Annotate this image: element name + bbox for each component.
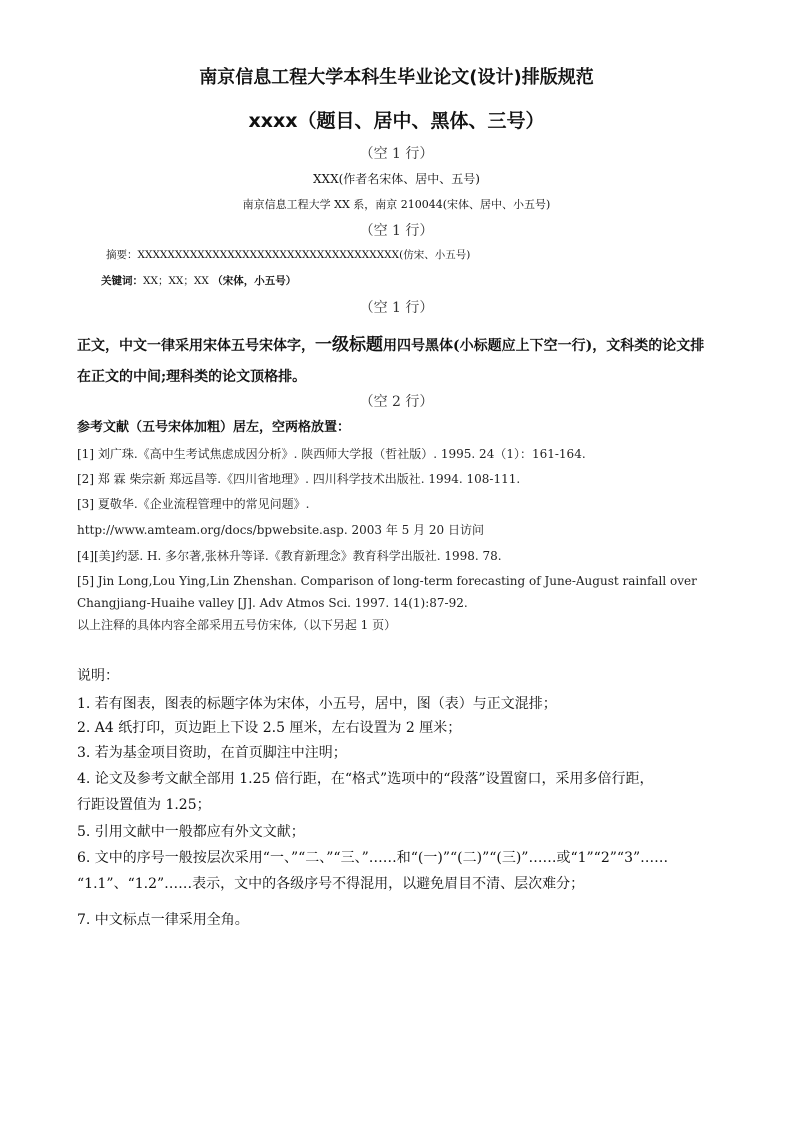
keywords-value: XX；XX；XX bbox=[143, 275, 209, 287]
note-item-continued: “1.1”、“1.2”……表示，文中的各级序号不得混用，以避免眉目不清、层次难分； bbox=[77, 876, 585, 892]
note-item: 1. 若有图表，图表的标题字体为宋体，小五号，居中，图（表）与正文混排； bbox=[77, 696, 557, 712]
reference-item: [5] Jin Long,Lou Ying,Lin Zhenshan. Comparison of long-term forecasting of June-August rainfall over bbox=[77, 574, 697, 588]
level-one-heading-sample: 一级标题 bbox=[315, 335, 383, 355]
blank-line-note: （空 1 行） bbox=[359, 300, 434, 316]
reference-item: [1] 刘广珠.《高中生考试焦虑成因分析》. 陕西师大学报（哲社版）. 1995. 24（1）：161-164. bbox=[77, 447, 586, 461]
note-item: 5. 引用文献中一般都应有外文文献； bbox=[77, 824, 305, 840]
reference-format-note: 以上注释的具体内容全部采用五号仿宋体,（以下另起 1 页） bbox=[77, 618, 397, 632]
note-item: 4. 论文及参考文献全部用 1.25 倍行距，在“格式”选项中的“段落”设置窗口，采用多倍行距， bbox=[77, 771, 654, 787]
blank-line-note: （空 1 行） bbox=[359, 146, 434, 162]
body-text-part-1: 正文，中文一律采用宋体五号宋体字， bbox=[77, 338, 315, 354]
note-item-continued: 行距设置值为 1.25； bbox=[77, 797, 211, 813]
paper-title: xxxx（题目、居中、黑体、三号） bbox=[248, 110, 545, 132]
note-item: 6. 文中的序号一般按层次采用“一、”“二、”“三、”……和“(一)”“(二)”“(三)”……或“1”“2”“3”…… bbox=[77, 850, 669, 866]
author-line: XXX(作者名宋体、居中、五号) bbox=[313, 172, 480, 186]
keywords-note: （宋体，小五号） bbox=[212, 275, 297, 287]
notes-heading: 说明： bbox=[77, 668, 119, 684]
reference-item: [3] 夏敬华.《企业流程管理中的常见问题》. bbox=[77, 497, 310, 511]
blank-line-note: （空 1 行） bbox=[359, 223, 434, 239]
note-item: 7. 中文标点一律采用全角。 bbox=[77, 912, 249, 928]
reference-item: [4][美]约瑟. H. 多尔著,张林升等译.《教育新理念》教育科学出版社. 1998. 78. bbox=[77, 549, 502, 563]
keywords-line bbox=[101, 275, 296, 288]
affiliation-line: 南京信息工程大学 XX 系，南京 210044(宋体、居中、小五号) bbox=[242, 198, 551, 211]
note-item: 3. 若为基金项目资助，在首页脚注中注明； bbox=[77, 745, 347, 761]
keywords-label: 关键词： bbox=[101, 275, 143, 287]
body-text-part-2: 用四号黑体(小标题应上下空一行)，文科类的论文排在正文的中间;理科类的论文顶格排。 bbox=[77, 338, 705, 385]
page-header: 南京信息工程大学本科生毕业论文(设计)排版规范 bbox=[199, 67, 594, 88]
blank-line-note: （空 2 行） bbox=[359, 394, 434, 410]
body-text-instruction bbox=[77, 330, 717, 393]
reference-item-url: http://www.amteam.org/docs/bpwebsite.asp. 2003 年 5 月 20 日访问 bbox=[77, 523, 484, 537]
abstract-line: 摘要：XXXXXXXXXXXXXXXXXXXXXXXXXXXXXXXXXXX(仿宋、小五号) bbox=[106, 249, 471, 261]
reference-item: [2] 郑 霖 柴宗新 郑远昌等.《四川省地理》. 四川科学技术出版社. 1994. 108-111. bbox=[77, 472, 521, 486]
note-item: 2. A4 纸打印，页边距上下设 2.5 厘米，左右设置为 2 厘米； bbox=[77, 720, 462, 736]
reference-item-continued: Changjiang-Huaihe valley [J]. Adv Atmos Sci. 1997. 14(1):87-92. bbox=[77, 596, 468, 610]
references-heading: 参考文献（五号宋体加粗）居左，空两格放置： bbox=[77, 420, 351, 435]
